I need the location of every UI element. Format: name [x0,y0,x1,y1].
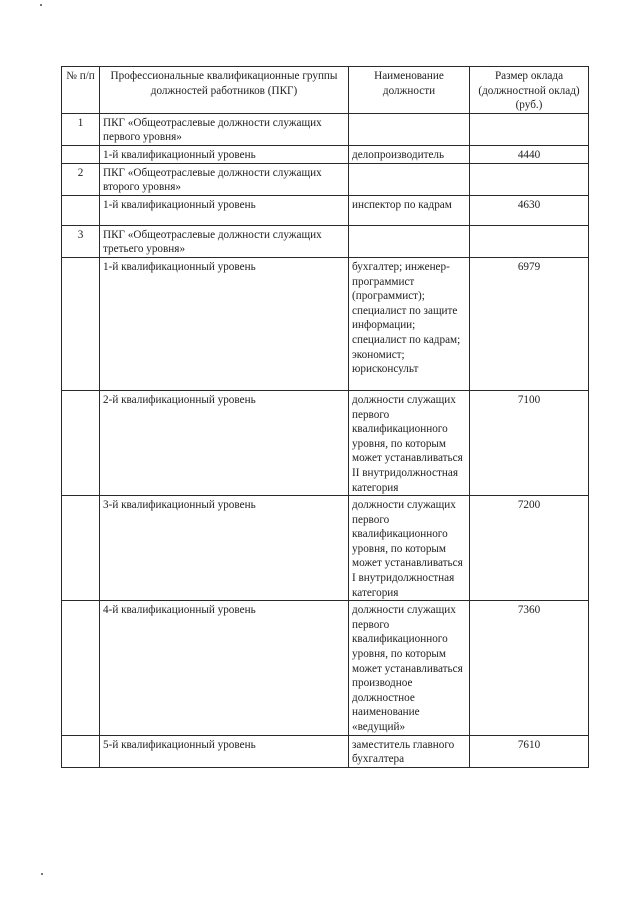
table-row [62,390,589,495]
position-cell: должности служащих первого квалификационного уровня, по которым может устанавливаться I внутридолжностная категория [349,496,470,601]
salary-cell: 7100 [470,390,589,495]
empty-cell [62,601,100,735]
table-row [62,496,589,601]
salary-table [61,66,589,768]
qualification-level: 4-й квалификационный уровень [100,601,349,735]
qualification-level: 1-й квалификационный уровень [100,145,349,163]
empty-cell [62,145,100,163]
salary-cell: 4630 [470,195,589,225]
position-cell: делопроизводитель [349,145,470,163]
position-cell: должности служащих первого квалификационного уровня, по которым может устанавливаться II внутридолжностная категория [349,390,470,495]
empty-cell [349,113,470,145]
salary-cell: 4440 [470,145,589,163]
empty-cell [62,496,100,601]
salary-cell: 6979 [470,257,589,390]
section-title: ПКГ «Общеотраслевые должности служащих второго уровня» [100,163,349,195]
empty-cell [62,257,100,390]
table-row [62,735,589,767]
section-num: 1 [62,113,100,145]
qualification-level: 3-й квалификационный уровень [100,496,349,601]
empty-cell [470,113,589,145]
qualification-level: 5-й квалификационный уровень [100,735,349,767]
table-row [62,257,589,390]
qualification-level: 1-й квалификационный уровень [100,195,349,225]
table-row [62,145,589,163]
empty-cell [62,735,100,767]
header-salary: Размер оклада (должностной оклад) (руб.) [470,67,589,114]
section-row [62,163,589,195]
empty-cell [349,225,470,257]
salary-cell: 7360 [470,601,589,735]
empty-cell [62,390,100,495]
salary-cell: 7610 [470,735,589,767]
position-cell: бухгалтер; инженер-программист (программист); специалист по защите информации; специалист по кадрам; экономист; юрисконсульт [349,257,470,390]
section-num: 2 [62,163,100,195]
header-group: Профессиональные квалификационные группы должностей работников (ПКГ) [100,67,349,114]
section-num: 3 [62,225,100,257]
scan-speck-bottom [41,873,43,875]
section-title: ПКГ «Общеотраслевые должности служащих первого уровня» [100,113,349,145]
section-row [62,225,589,257]
header-position: Наименование должности [349,67,470,114]
empty-cell [62,195,100,225]
empty-cell [470,163,589,195]
position-cell: инспектор по кадрам [349,195,470,225]
position-cell: заместитель главного бухгалтера [349,735,470,767]
section-row [62,113,589,145]
empty-cell [349,163,470,195]
table-row [62,195,589,225]
position-cell: должности служащих первого квалификационного уровня, по которым может устанавливаться производное должностное наименование «ведущий» [349,601,470,735]
qualification-level: 2-й квалификационный уровень [100,390,349,495]
empty-cell [470,225,589,257]
table-header-row [62,67,589,114]
qualification-level: 1-й квалификационный уровень [100,257,349,390]
header-num: № п/п [62,67,100,114]
table-row [62,601,589,735]
section-title: ПКГ «Общеотраслевые должности служащих третьего уровня» [100,225,349,257]
scan-speck-top [40,4,42,6]
salary-cell: 7200 [470,496,589,601]
